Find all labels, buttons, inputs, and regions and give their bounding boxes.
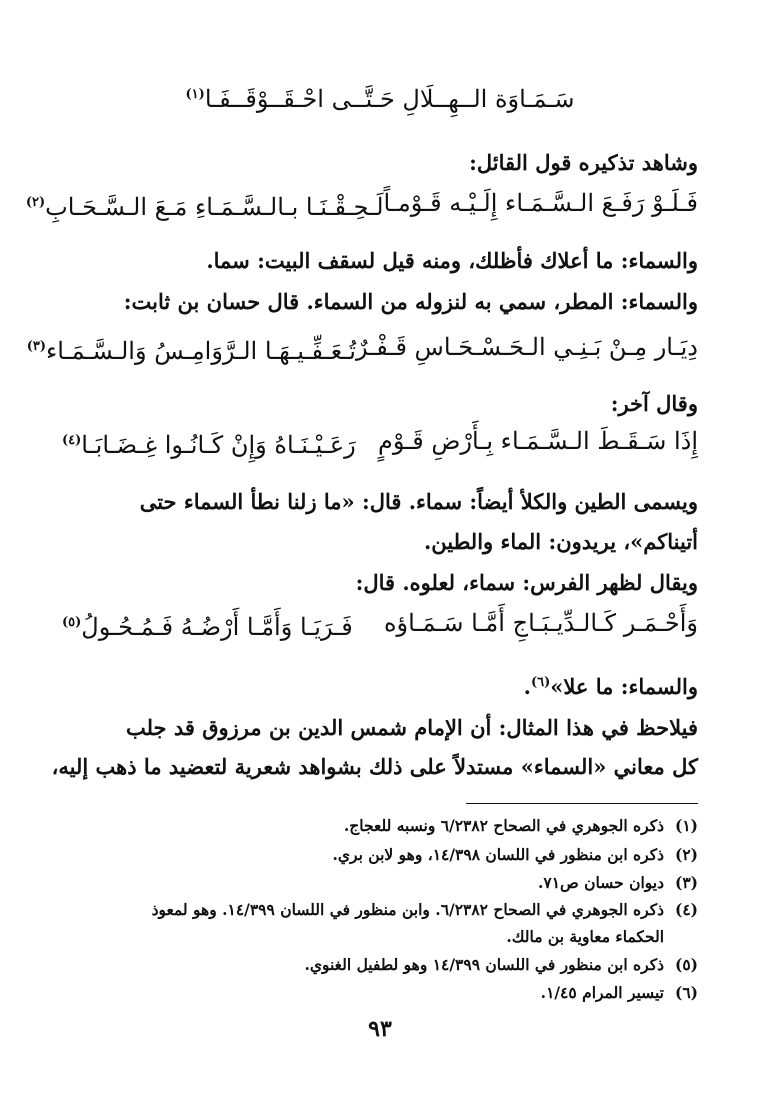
top-verse-line xyxy=(62,78,698,116)
footnote-4-number: (٤) xyxy=(674,900,698,919)
paragraph-2: والسماء: ما أعلاك فأظلك، ومنه قيل لسقف البيت: سما. xyxy=(206,248,698,273)
verse-4-second-text: فَـرَيَـا وَأَمَّـا أَرْضُـهُ فَـمُـحُـولُ xyxy=(81,613,353,641)
verse-3 xyxy=(62,424,698,462)
verse-2 xyxy=(26,330,698,368)
footnote-2-text: ذكره ابن منظور في اللسان ١٤/٣٩٨، وهو لابن بري. xyxy=(332,845,664,864)
paragraph-6: ويقال لظهر الفرس: سماء، لعلوه. قال: xyxy=(355,570,698,595)
verse-2-second-hemistich xyxy=(27,330,356,368)
paragraph-7-end: . xyxy=(523,674,531,699)
verse-2-first-hemistich: دِيَـار مِـنْ بَـنِـي الـحَـسْـحَـاسِ قَـفْـرٌ xyxy=(356,333,698,361)
footnote-6 xyxy=(56,981,698,1005)
paragraph-5-line-2: أتيناكم»، يريدون: الماء والطين. xyxy=(423,529,698,554)
paragraph-8-line-2: كل معاني «السماء» مستدلاً على ذلك بشواهد شعرية لتعضيد ما ذهب إليه، xyxy=(51,754,698,779)
verse-4-footnote-mark: (٥) xyxy=(62,615,82,630)
footnote-4-continuation: الحكماء معاوية بن مالك. xyxy=(506,927,664,946)
paragraph-5-line-1: ويسمى الطين والكلأ أيضاً: سماء. قال: «ما زلنا نطأ السماء حتى xyxy=(139,489,698,514)
paragraph-3: والسماء: المطر، سمي به لنزوله من السماء. قال حسان بن ثابت: xyxy=(123,289,698,314)
footnote-2-number: (٢) xyxy=(674,845,698,864)
paragraph-7-footnote-mark: (٦) xyxy=(530,675,551,690)
footnote-5-text: ذكره ابن منظور في اللسان ١٤/٣٩٩ وهو لطفيل الغنوي. xyxy=(304,955,664,974)
verse-1-first-hemistich: فَـلَـوْ رَفَـعَ الـسَّـمَـاء إِلَـيْـه قَـوْمـاً xyxy=(383,189,698,217)
verse-3-second-text: رَعَـيْـنَـاهُ وَإِنْ كَـانُـوا غِـضَـابَـا xyxy=(81,431,356,459)
top-verse-text: سَـمَـاوَة الــهِــلَالِ حَـتَّــى احْـقَــوْقَــفَـا xyxy=(204,85,575,113)
verse-2-second-text: تُـعَـفِّـيـهَـا الـرَّوَامِـسُ وَالـسَّـمَـاء xyxy=(46,337,356,365)
footnote-1-number: (١) xyxy=(674,816,698,835)
top-verse-footnote-mark: (١) xyxy=(185,87,205,102)
footnote-5 xyxy=(56,953,698,977)
footnote-1-text: ذكره الجوهري في الصحاح ٦/٢٣٨٢ ونسبه للعجاج. xyxy=(343,816,664,835)
footnote-separator xyxy=(466,803,698,804)
verse-1-footnote-mark: (٢) xyxy=(25,195,46,210)
footnote-6-text: تيسير المرام ١/٤٥. xyxy=(540,983,664,1002)
verse-1-second-hemistich xyxy=(26,186,384,224)
footnote-5-number: (٥) xyxy=(674,955,698,974)
verse-1 xyxy=(25,186,698,224)
footnote-6-number: (٦) xyxy=(674,983,698,1002)
paragraph-7-text: والسماء: ما علا» xyxy=(550,674,698,699)
page-number: ٩٣ xyxy=(368,1016,392,1042)
verse-1-second-text: لَـحِـقْـنَـا بـالـسَّـمَـاءِ مَـعَ الـسَّـحَـابِ xyxy=(45,193,384,221)
verse-2-footnote-mark: (٣) xyxy=(26,339,47,354)
paragraph-7 xyxy=(62,668,698,702)
verse-3-first-hemistich: إِذَا سَـقَـطَ الـسَّـمَـاء بِـأَرْضِ قَـوْمٍ xyxy=(378,427,698,455)
footnote-1 xyxy=(56,814,698,838)
footnote-4-text: ذكره الجوهري في الصحاح ٦/٢٣٨٢. وابن منظور في اللسان ١٤/٣٩٩. وهو لمعوذ xyxy=(151,900,664,919)
paragraph-4: وقال آخر: xyxy=(610,391,698,416)
footnote-3-number: (٣) xyxy=(674,873,698,892)
verse-4-first-hemistich: وَأَحْـمَـر كَـالـدِّيـبَـاجِ أَمَّـا سَـمَـاؤه xyxy=(383,609,698,637)
paragraph-1: وشاهد تذكيره قول القائل: xyxy=(469,150,698,175)
verse-3-footnote-mark: (٤) xyxy=(62,433,82,448)
footnote-3 xyxy=(56,871,698,895)
footnote-4 xyxy=(56,898,698,922)
footnote-2 xyxy=(56,843,698,867)
verse-4-second-hemistich xyxy=(62,606,353,644)
paragraph-8-line-1: فيلاحظ في هذا المثال: أن الإمام شمس الدين بن مرزوق قد جلب xyxy=(125,715,698,740)
verse-3-second-hemistich xyxy=(62,424,356,462)
verse-4 xyxy=(62,606,698,644)
footnote-3-text: ديوان حسان ص٧١. xyxy=(537,873,664,892)
